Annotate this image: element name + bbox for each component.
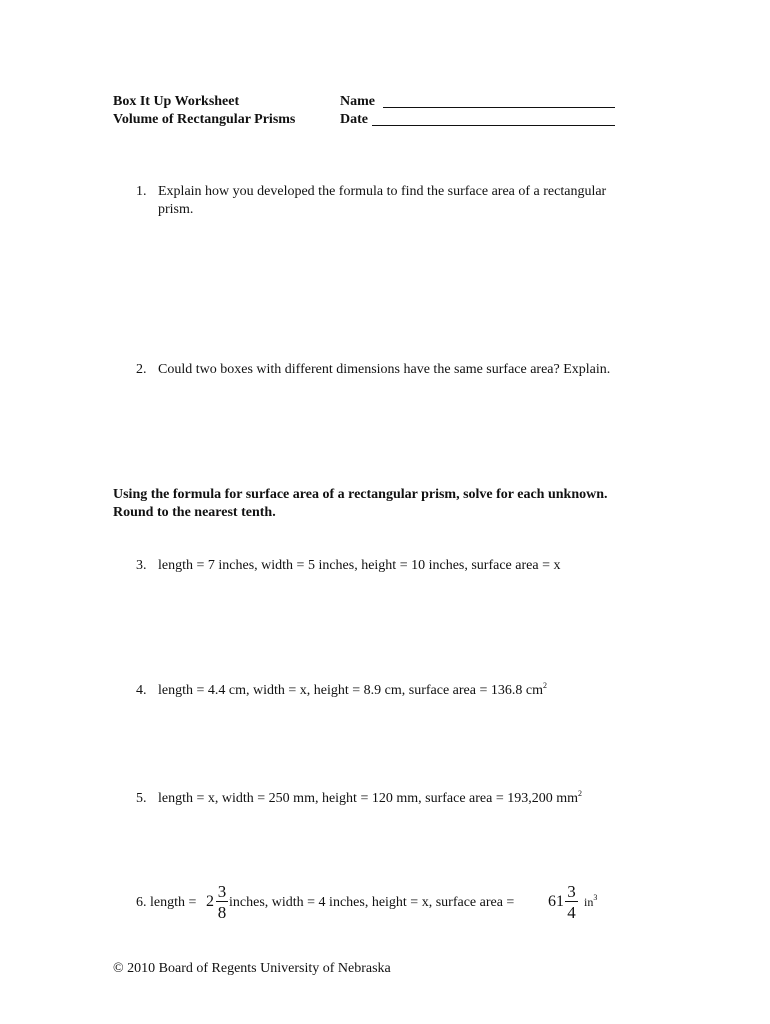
question-1 [136, 184, 606, 200]
fraction-bar [565, 901, 578, 902]
question-text: Explain how you developed the formula to find the surface area of a rectangular [158, 184, 607, 199]
question-6-prefix: 6. length = [136, 895, 197, 910]
name-label: Name [340, 94, 375, 109]
length-denominator: 8 [217, 903, 227, 922]
area-unit [584, 895, 597, 910]
date-label: Date [340, 112, 368, 127]
area-fraction [565, 883, 578, 921]
question-number: 5. [136, 791, 147, 806]
length-fraction [216, 883, 228, 921]
superscript: 2 [578, 789, 583, 798]
question-1-continued: prism. [158, 202, 194, 217]
question-number: 3. [136, 558, 147, 573]
copyright-footer: © 2010 Board of Regents University of Nebraska [113, 961, 391, 976]
question-2 [136, 362, 610, 378]
instructions-line-2: Round to the nearest tenth. [113, 505, 276, 520]
question-number: 2. [136, 362, 147, 377]
length-numerator: 3 [217, 882, 227, 901]
question-5 [136, 791, 582, 807]
name-blank-line [383, 107, 615, 108]
question-number: 4. [136, 683, 147, 698]
question-text: length = 7 inches, width = 5 inches, height = 10 inches, surface area = x [158, 558, 561, 573]
question-3 [136, 558, 560, 574]
area-denominator: 4 [567, 903, 576, 922]
question-text: length = 4.4 cm, width = x, height = 8.9 cm, surface area = 136.8 cm [158, 683, 543, 698]
area-numerator: 3 [567, 882, 576, 901]
question-number: 1. [136, 184, 147, 199]
question-4 [136, 683, 547, 699]
worksheet-subtitle: Volume of Rectangular Prisms [113, 112, 296, 127]
unit-text: in [584, 895, 594, 909]
question-text: Could two boxes with different dimensions have the same surface area? Explain. [158, 362, 611, 377]
question-6-middle: inches, width = 4 inches, height = x, surface area = [229, 895, 515, 910]
date-blank-line [372, 125, 615, 126]
fraction-bar [216, 901, 228, 902]
superscript: 2 [543, 681, 547, 690]
question-text: length = x, width = 250 mm, height = 120 mm, surface area = 193,200 mm [158, 791, 579, 806]
worksheet-title: Box It Up Worksheet [113, 94, 240, 109]
area-whole-number: 61 [548, 893, 564, 910]
length-whole-number: 2 [206, 893, 214, 910]
unit-superscript: 3 [593, 893, 598, 902]
instructions-line-1: Using the formula for surface area of a rectangular prism, solve for each unknown. [113, 487, 608, 502]
